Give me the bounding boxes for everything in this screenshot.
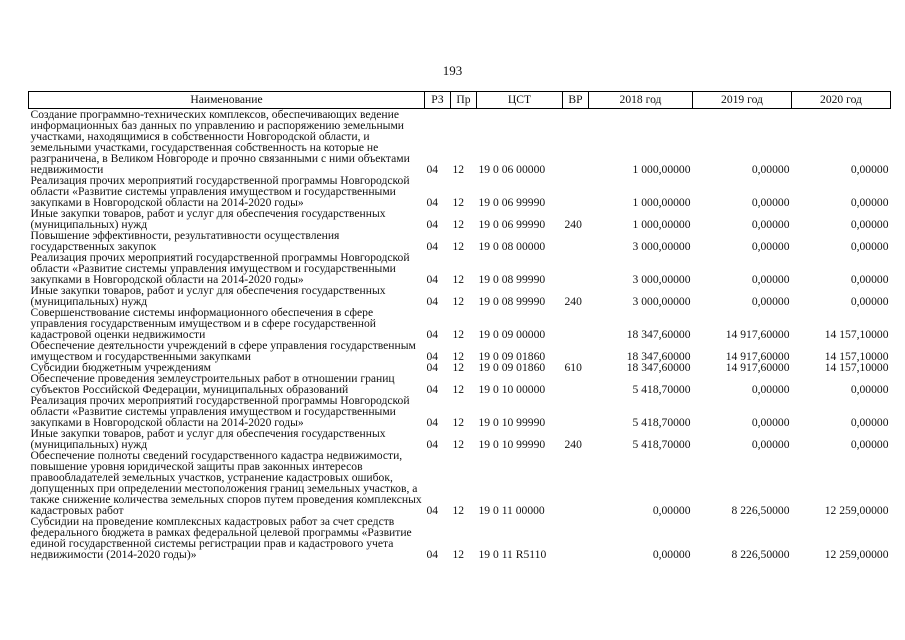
table-row	[29, 307, 891, 340]
table-header-row	[29, 92, 891, 109]
page-number: 193	[442, 63, 463, 78]
row-2018: 3 000,00000	[632, 295, 691, 308]
row-2018: 1 000,00000	[632, 196, 691, 209]
row-vr	[563, 450, 589, 516]
row-vr: 240	[564, 295, 582, 308]
row-cst: 19 0 10 99990	[478, 438, 546, 451]
row-2020: 0,00000	[850, 383, 889, 396]
row-rz: 04	[426, 240, 439, 253]
row-cst: 19 0 08 99990	[478, 273, 546, 286]
row-cst: 19 0 11 R5110	[478, 548, 547, 561]
row-2020: 12 259,00000	[824, 504, 889, 517]
table-body	[29, 109, 891, 561]
row-2019: 14 917,60000	[725, 361, 790, 374]
row-cst: 19 0 11 00000	[478, 504, 545, 517]
row-pr: 12	[452, 163, 465, 176]
row-rz: 04	[426, 438, 439, 451]
row-vr	[563, 230, 589, 252]
header-pr: Пр	[451, 92, 477, 109]
row-2019: 0,00000	[751, 416, 790, 429]
header-vr: ВР	[563, 92, 589, 109]
row-2019: 0,00000	[751, 383, 790, 396]
row-pr: 12	[452, 504, 465, 517]
row-name: Реализация прочих мероприятий государственной программы Новгородской области «Развитие системы управления имуществом и государственными закупками в Новгородской области на 2014-2020 годы»	[30, 251, 410, 286]
table-row	[29, 340, 891, 362]
row-vr	[563, 516, 589, 560]
row-rz: 04	[426, 361, 439, 374]
row-pr: 12	[452, 548, 465, 561]
table-row	[29, 109, 891, 176]
row-2018: 1 000,00000	[632, 163, 691, 176]
row-2020: 0,00000	[850, 416, 889, 429]
row-pr: 12	[452, 196, 465, 209]
row-pr: 12	[452, 273, 465, 286]
row-pr: 12	[452, 438, 465, 451]
row-pr: 12	[452, 383, 465, 396]
row-name: Иные закупки товаров, работ и услуг для обеспечения государственных (муниципальных) нужд	[30, 427, 386, 451]
row-2020: 0,00000	[850, 295, 889, 308]
row-2020: 14 157,10000	[824, 328, 889, 341]
row-2018: 5 418,70000	[632, 383, 691, 396]
row-cst: 19 0 06 99990	[478, 196, 546, 209]
table-row	[29, 252, 891, 285]
row-vr	[563, 373, 589, 395]
row-pr: 12	[452, 350, 465, 363]
row-cst: 19 0 09 00000	[478, 328, 546, 341]
table-row	[29, 450, 891, 516]
table-row	[29, 230, 891, 252]
table-row	[29, 516, 891, 560]
row-rz: 04	[426, 196, 439, 209]
row-2019: 14 917,60000	[725, 328, 790, 341]
row-vr	[563, 395, 589, 428]
row-2020: 14 157,10000	[824, 361, 889, 374]
row-name: Обеспечение деятельности учреждений в сфере управления государственным имуществом и государственными закупками	[30, 339, 416, 363]
row-2020: 0,00000	[850, 438, 889, 451]
row-name: Создание программно-технических комплексов, обеспечивающих ведение информационных баз данных по управлению и распоряжению земельными участками, находящимися в собственности Новгородской области, и земельными участками, государственная собственность на которые не разграничена, в Великом Новгороде и прочно связанными с ними объектами недвижимости	[30, 108, 410, 176]
row-rz: 04	[426, 548, 439, 561]
row-2018: 18 347,60000	[626, 350, 691, 363]
row-rz: 04	[426, 416, 439, 429]
row-vr	[563, 340, 589, 362]
row-vr	[563, 307, 589, 340]
row-2019: 8 226,50000	[731, 548, 790, 561]
row-2018: 0,00000	[652, 548, 691, 561]
row-2020: 0,00000	[850, 273, 889, 286]
row-name: Субсидии на проведение комплексных кадастровых работ за счет средств федерального бюджета в рамках федеральной целевой программы «Развитие единой государственной системы регистрации прав и кадастрового учета недвижимости (2014-2020 годы)»	[30, 515, 412, 561]
row-pr: 12	[452, 361, 465, 374]
row-2019: 0,00000	[751, 196, 790, 209]
table-row	[29, 285, 891, 307]
row-rz: 04	[426, 504, 439, 517]
row-rz: 04	[426, 218, 439, 231]
row-pr: 12	[452, 240, 465, 253]
row-rz: 04	[426, 328, 439, 341]
row-cst: 19 0 06 00000	[478, 163, 546, 176]
row-pr: 12	[452, 218, 465, 231]
header-2019: 2019 год	[693, 92, 792, 109]
row-rz: 04	[426, 350, 439, 363]
row-rz: 04	[426, 273, 439, 286]
row-name: Обеспечение полноты сведений государственного кадастра недвижимости, повышение уровня юридической защиты прав законных интересов правообладателей земельных участков, устранение кадастровых ошибок, допущенных при определении местоположения границ земельных участков, а также снижение количества земельных споров путем проведения комплексных кадастровых работ	[30, 449, 422, 517]
row-2019: 0,00000	[751, 438, 790, 451]
row-cst: 19 0 09 01860	[478, 361, 546, 374]
row-name: Повышение эффективности, результативности осуществления государственных закупок	[30, 229, 340, 253]
row-vr	[563, 252, 589, 285]
row-2019: 8 226,50000	[731, 504, 790, 517]
row-2019: 0,00000	[751, 240, 790, 253]
row-vr: 240	[564, 218, 582, 231]
row-vr	[563, 175, 589, 208]
row-2020: 14 157,10000	[824, 350, 889, 363]
header-name: Наименование	[29, 92, 425, 109]
row-name: Реализация прочих мероприятий государственной программы Новгородской области «Развитие системы управления имуществом и государственными закупками в Новгородской области на 2014-2020 годы»	[30, 174, 410, 209]
row-name: Реализация прочих мероприятий государственной программы Новгородской области «Развитие системы управления имуществом и государственными закупками в Новгородской области на 2014-2020 годы»	[30, 394, 410, 429]
row-rz: 04	[426, 383, 439, 396]
row-pr: 12	[452, 416, 465, 429]
row-name: Иные закупки товаров, работ и услуг для обеспечения государственных (муниципальных) нужд	[30, 207, 386, 231]
row-2019: 0,00000	[751, 273, 790, 286]
row-2018: 5 418,70000	[632, 416, 691, 429]
row-2018: 18 347,60000	[626, 328, 691, 341]
row-2018: 1 000,00000	[632, 218, 691, 231]
row-2020: 0,00000	[850, 196, 889, 209]
row-2020: 0,00000	[850, 218, 889, 231]
table-row	[29, 395, 891, 428]
row-name: Обеспечение проведения землеустроительных работ в отношении границ субъектов Российской Федерации, муниципальных образований	[30, 372, 395, 396]
row-cst: 19 0 09 01860	[478, 350, 546, 363]
table-row	[29, 428, 891, 450]
row-vr: 610	[564, 361, 582, 374]
row-2018: 5 418,70000	[632, 438, 691, 451]
row-name: Иные закупки товаров, работ и услуг для обеспечения государственных (муниципальных) нужд	[30, 284, 386, 308]
row-2020: 0,00000	[850, 163, 889, 176]
row-cst: 19 0 06 99990	[478, 218, 546, 231]
table-row	[29, 373, 891, 395]
row-2019: 0,00000	[751, 163, 790, 176]
row-2019: 0,00000	[751, 295, 790, 308]
table-row	[29, 175, 891, 208]
row-rz: 04	[426, 163, 439, 176]
row-name: Субсидии бюджетным учреждениям	[30, 361, 211, 374]
row-cst: 19 0 08 99990	[478, 295, 546, 308]
row-2019: 0,00000	[751, 218, 790, 231]
row-pr: 12	[452, 328, 465, 341]
row-2018: 18 347,60000	[626, 361, 691, 374]
row-name: Совершенствование системы информационного обеспечения в сфере управления государственным имуществом и в сфере государственной кадастровой оценки недвижимости	[30, 306, 376, 341]
table-row	[29, 208, 891, 230]
row-2018: 0,00000	[652, 504, 691, 517]
row-vr	[563, 109, 589, 176]
row-2020: 0,00000	[850, 240, 889, 253]
row-pr: 12	[452, 295, 465, 308]
row-cst: 19 0 10 99990	[478, 416, 546, 429]
row-2018: 3 000,00000	[632, 240, 691, 253]
header-cst: ЦСТ	[477, 92, 563, 109]
row-vr: 240	[564, 438, 582, 451]
header-rz: РЗ	[425, 92, 451, 109]
header-2018: 2018 год	[589, 92, 693, 109]
row-2019: 14 917,60000	[725, 350, 790, 363]
header-2020: 2020 год	[792, 92, 891, 109]
budget-table	[28, 91, 891, 560]
row-rz: 04	[426, 295, 439, 308]
row-2020: 12 259,00000	[824, 548, 889, 561]
row-2018: 3 000,00000	[632, 273, 691, 286]
row-cst: 19 0 10 00000	[478, 383, 546, 396]
row-cst: 19 0 08 00000	[478, 240, 546, 253]
